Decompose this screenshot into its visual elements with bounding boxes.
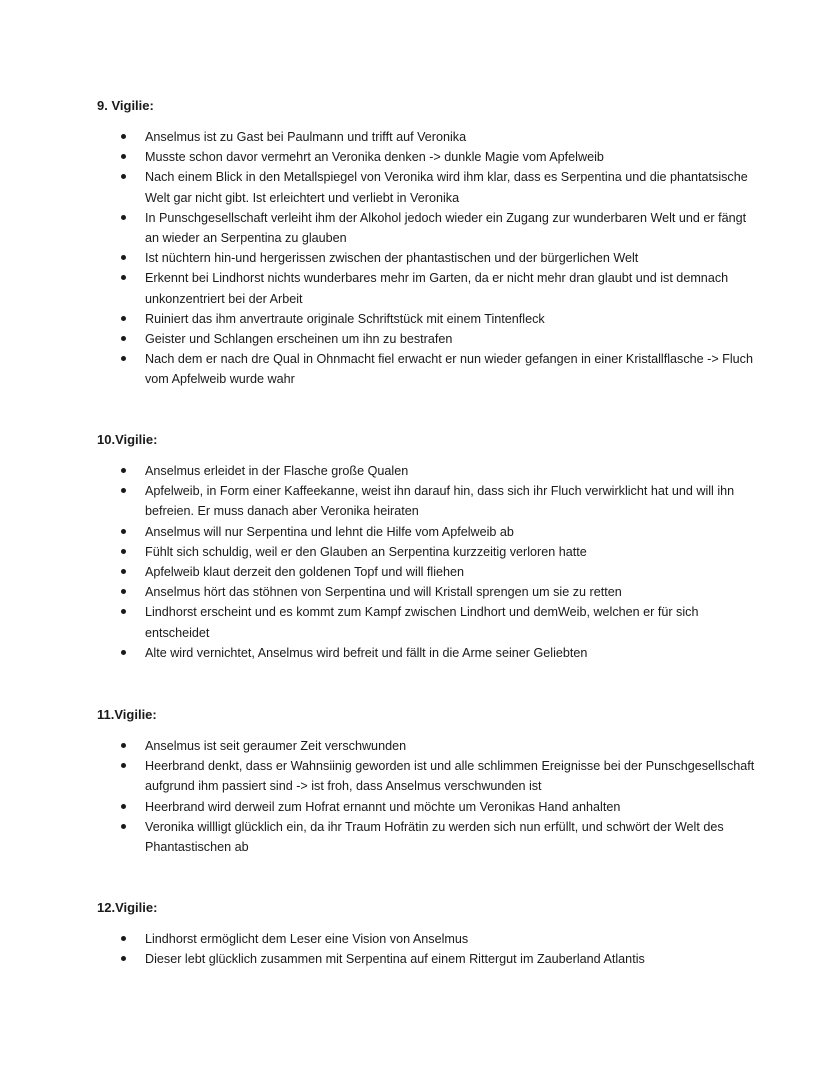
list-item-text: Anselmus ist zu Gast bei Paulmann und trifft auf Veronika [145, 130, 467, 144]
section-heading: 12.Vigilie: [97, 900, 158, 915]
list-item-text: Fühlt sich schuldig, weil er den Glauben an Serpentina kurzzeitig verloren hatte [145, 544, 587, 559]
list-item [97, 461, 757, 481]
list-item-text: Heerbrand denkt, dass er Wahnsiinig geworden ist und alle schlimmen Ereignisse bei der Punschgesellschaft aufgrund ihm passiert sind -> ist froh, dass Anselmus verschwunden ist [145, 759, 755, 794]
bullet-icon [121, 763, 126, 768]
bullet-icon [121, 743, 126, 748]
list-item-text: Lindhorst erscheint und es kommt zum Kampf zwischen Lindhort und demWeib, welchen er für sich entscheidet [145, 605, 699, 640]
list-item-text: Anselmus erleidet in der Flasche große Qualen [145, 464, 409, 478]
bullet-icon [121, 134, 126, 139]
list-item-text: Lindhorst ermöglicht dem Leser eine Vision von Anselmus [145, 932, 469, 946]
bullet-icon [121, 316, 126, 321]
list-item [97, 329, 757, 349]
bullet-list [97, 929, 757, 969]
section-heading: 11.Vigilie: [97, 707, 157, 722]
list-item [97, 248, 757, 268]
list-item-text: Alte wird vernichtet, Anselmus wird befreit und fällt in die Arme seiner Geliebten [145, 645, 588, 660]
bullet-icon [121, 275, 126, 280]
section-heading: 10.Vigilie: [97, 432, 158, 447]
bullet-icon [121, 804, 126, 809]
bullet-icon [121, 589, 126, 594]
bullet-list [97, 127, 757, 390]
list-item [97, 349, 757, 389]
list-item [97, 268, 757, 308]
bullet-icon [121, 609, 126, 614]
bullet-icon [121, 336, 126, 341]
bullet-icon [121, 569, 126, 574]
list-item-text: Nach dem er nach dre Qual in Ohnmacht fiel erwacht er nun wieder gefangen in einer Kristallflasche -> Fluch vom Apfelweib wurde wahr [145, 352, 753, 387]
list-item [97, 756, 757, 796]
bullet-icon [121, 956, 126, 961]
list-item [97, 309, 757, 329]
bullet-icon [121, 356, 126, 361]
section-vigilie-10 [97, 430, 757, 663]
list-item [97, 602, 757, 642]
list-item [97, 127, 757, 147]
list-item-text: Apfelweib, in Form einer Kaffeekanne, weist ihn darauf hin, dass sich ihr Fluch verwirklicht hat und will ihn befreien. Er muss danach aber Veronika heiraten [145, 484, 735, 519]
list-item [97, 147, 757, 167]
bullet-icon [121, 255, 126, 260]
section-vigilie-12 [97, 898, 757, 969]
list-item-text: Veronika willligt glücklich ein, da ihr Traum Hofrätin zu werden sich nun erfüllt, und schwört der Welt des Phantastischen ab [145, 819, 724, 855]
section-vigilie-11 [97, 705, 757, 857]
bullet-icon [121, 215, 126, 220]
list-item [97, 929, 757, 949]
list-item [97, 797, 757, 817]
list-item-text: Anselmus will nur Serpentina und lehnt die Hilfe vom Apfelweib ab [145, 524, 514, 539]
list-item-text: Heerbrand wird derweil zum Hofrat ernannt und möchte um Veronikas Hand anhalten [145, 799, 621, 814]
bullet-icon [121, 824, 126, 829]
list-item-text: Dieser lebt glücklich zusammen mit Serpentina auf einem Rittergut im Zauberland Atlantis [145, 952, 645, 967]
list-item-text: Anselmus ist seit geraumer Zeit verschwunden [145, 739, 407, 753]
bullet-icon [121, 549, 126, 554]
bullet-list [97, 736, 757, 857]
list-item [97, 643, 757, 663]
list-item [97, 949, 757, 969]
bullet-list [97, 461, 757, 663]
section-vigilie-9 [97, 96, 757, 390]
list-item-text: Geister und Schlangen erscheinen um ihn zu bestrafen [145, 332, 453, 347]
bullet-icon [121, 174, 126, 179]
list-item-text: Nach einem Blick in den Metallspiegel von Veronika wird ihm klar, dass es Serpentina und die phantatsische Welt gar nicht gibt. Ist erleichtert und verliebt in Veronika [145, 170, 748, 205]
list-item [97, 817, 757, 857]
list-item [97, 736, 757, 756]
bullet-icon [121, 650, 126, 655]
list-item-text: Apfelweib klaut derzeit den goldenen Topf und will fliehen [145, 565, 465, 580]
list-item [97, 522, 757, 542]
bullet-icon [121, 154, 126, 159]
list-item-text: Ruiniert das ihm anvertraute originale Schriftstück mit einem Tintenfleck [145, 311, 545, 326]
list-item-text: In Punschgesellschaft verleiht ihm der Alkohol jedoch wieder ein Zugang zur wunderbaren Welt und er fängt an wieder an Serpentina zu glauben [145, 210, 747, 246]
bullet-icon [121, 936, 126, 941]
bullet-icon [121, 529, 126, 534]
section-heading: 9. Vigilie: [97, 98, 154, 113]
list-item [97, 582, 757, 602]
list-item [97, 167, 757, 207]
list-item [97, 542, 757, 562]
bullet-icon [121, 488, 126, 493]
list-item-text: Erkennt bei Lindhorst nichts wunderbares mehr im Garten, da er nicht mehr dran glaubt und ist demnach unkonzentriert bei der Arbeit [145, 271, 729, 306]
list-item-text: Anselmus hört das stöhnen von Serpentina und will Kristall sprengen um sie zu retten [145, 585, 622, 600]
list-item [97, 481, 757, 521]
list-item [97, 562, 757, 582]
bullet-icon [121, 468, 126, 473]
list-item-text: Musste schon davor vermehrt an Veronika denken -> dunkle Magie vom Apfelweib [145, 150, 604, 165]
list-item [97, 208, 757, 248]
list-item-text: Ist nüchtern hin-und hergerissen zwischen der phantastischen und der bürgerlichen Welt [145, 251, 639, 266]
